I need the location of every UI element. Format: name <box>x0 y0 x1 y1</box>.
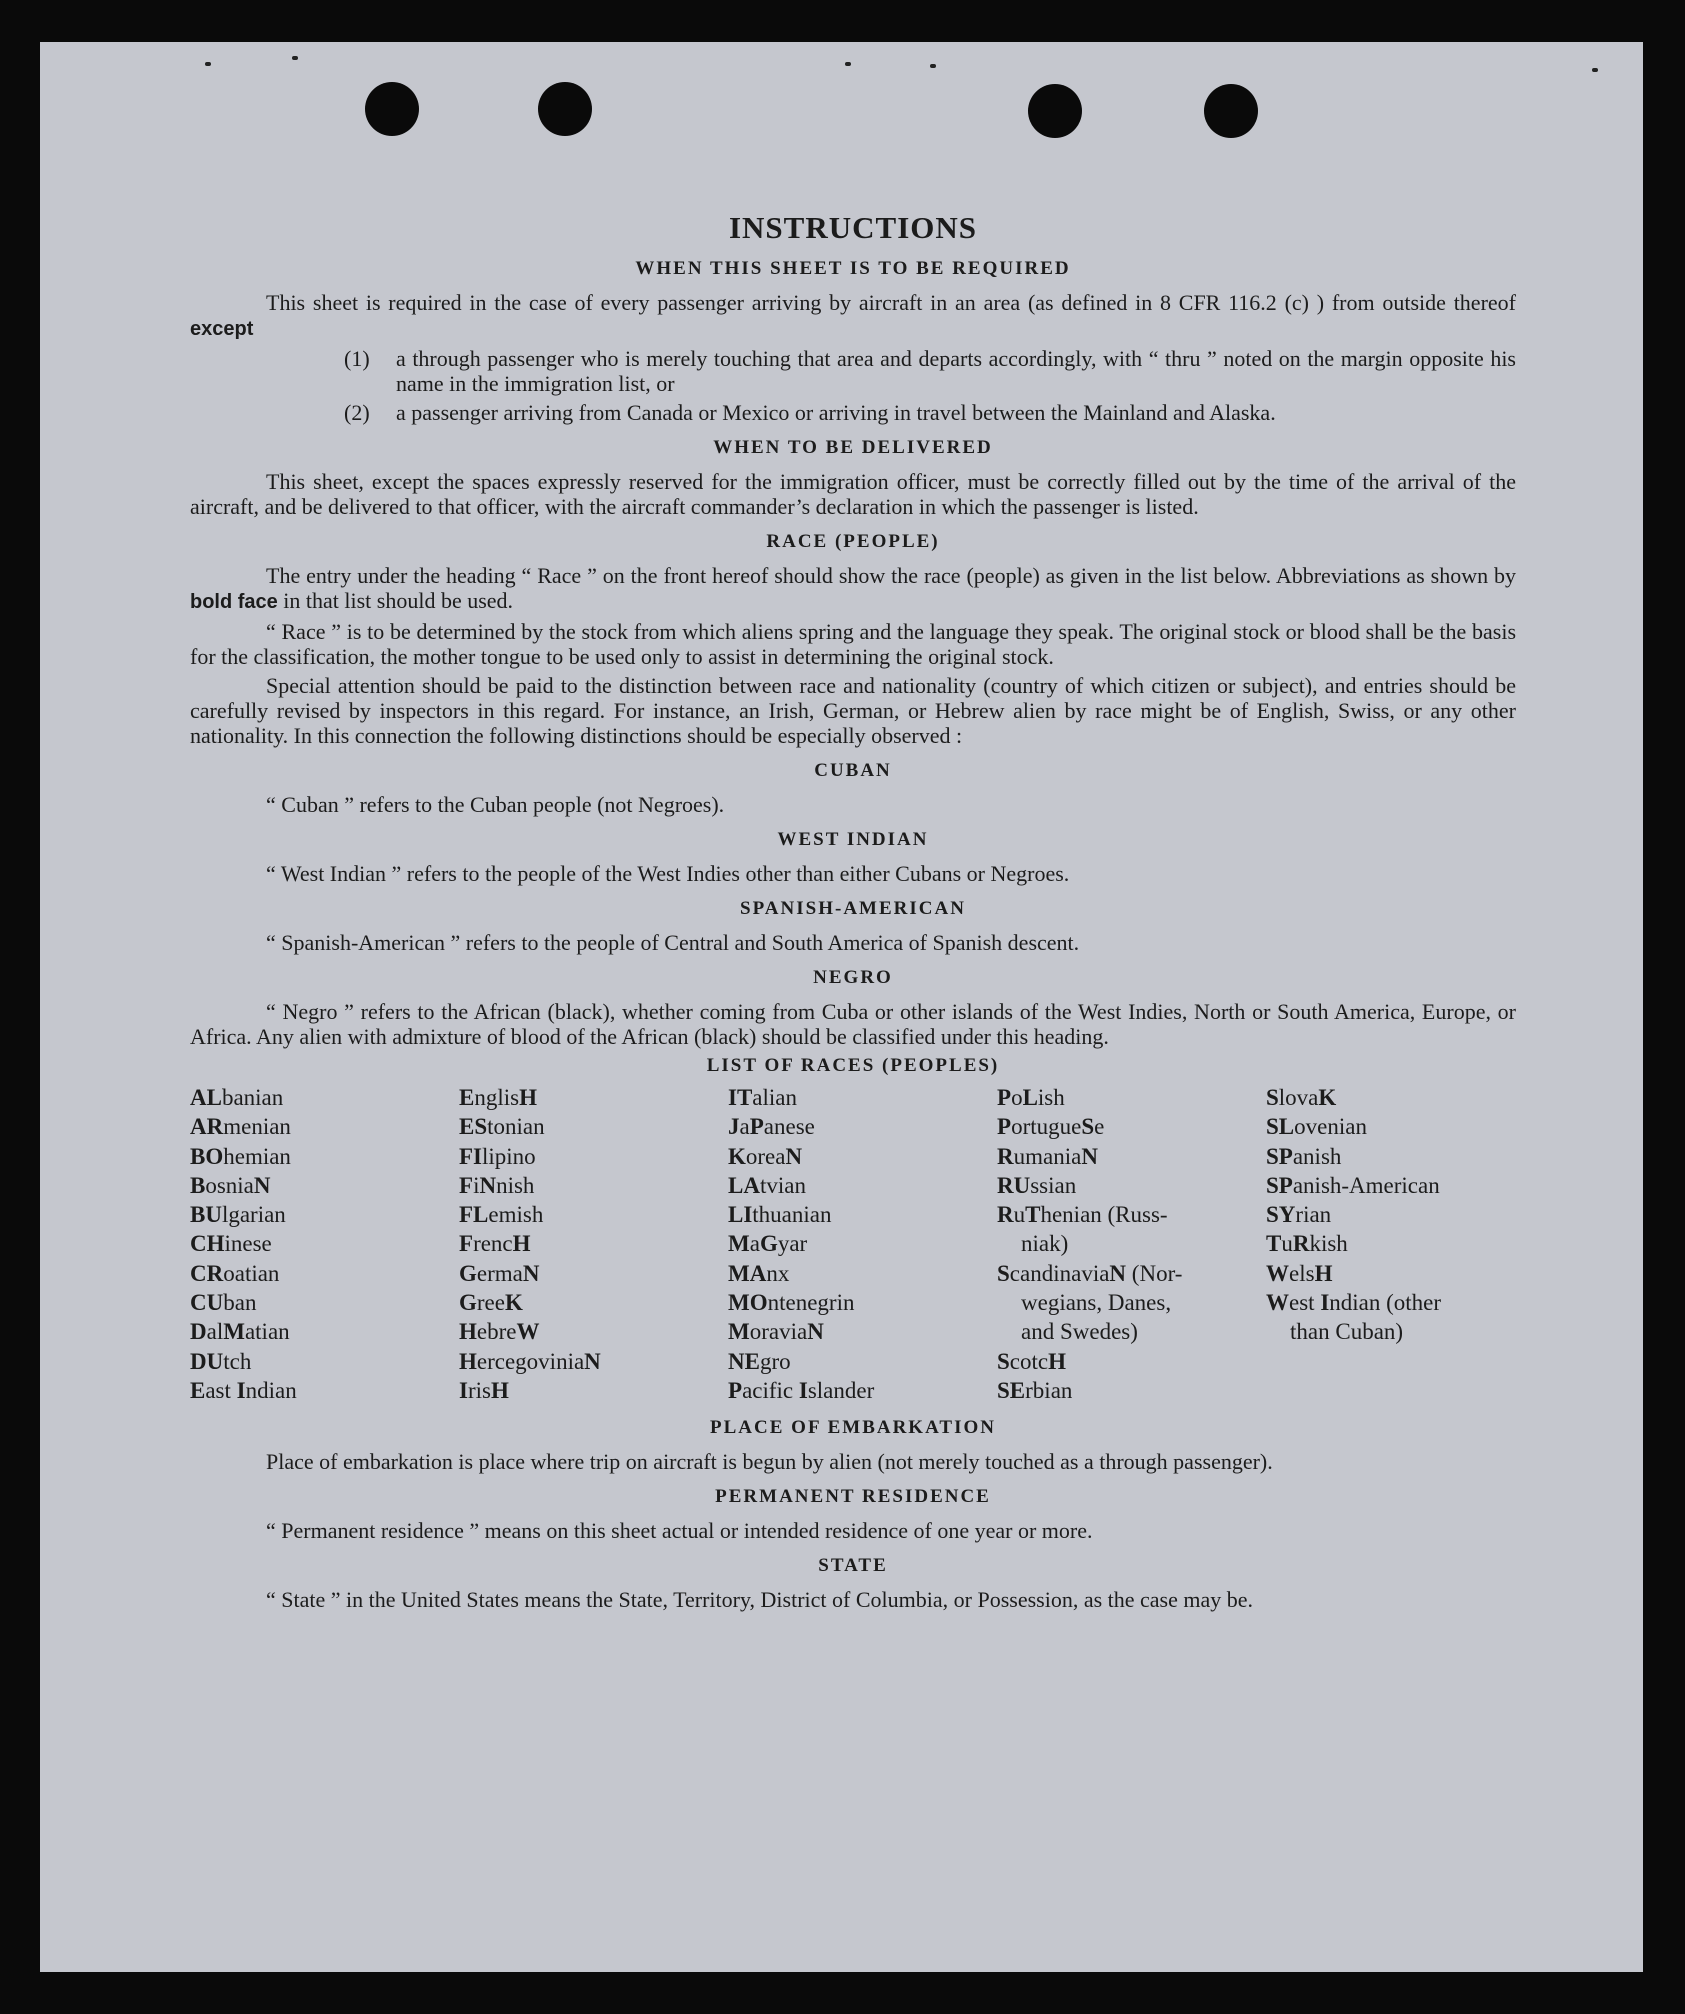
race-entry <box>997 1229 1247 1258</box>
cuban-text: “ Cuban ” refers to the Cuban people (not Negroes). <box>266 792 725 817</box>
race-name-text: cotc <box>1009 1348 1049 1374</box>
negro-text: “ Negro ” refers to the African (black), whether coming from Cuba or other islands of the West Indies, North or South America, Europe, or Africa. Any alien with admixture of blood of the African (black) should be classified under this heading. <box>190 999 1516 1049</box>
race-abbrev-letters: H <box>459 1348 477 1374</box>
race-abbrev-letters: S <box>1266 1085 1279 1110</box>
race-name-text: ssian <box>1030 1172 1077 1198</box>
scan-speck <box>205 62 211 66</box>
race-name-text: ndian <box>245 1377 297 1403</box>
bold-face-keyword: bold face <box>190 591 278 613</box>
race-name-text: rbian <box>1025 1377 1073 1403</box>
race-abbrev-letters: AL <box>190 1085 222 1110</box>
race-entry <box>997 1347 1247 1376</box>
race-abbrev-letters: S <box>997 1260 1010 1286</box>
race-name-text: yar <box>777 1231 808 1257</box>
race-abbrev-letters: SY <box>1266 1202 1296 1228</box>
race-abbrev-letters: K <box>504 1290 523 1316</box>
scan-speck <box>292 56 298 60</box>
race-abbrev-letters: SL <box>1266 1114 1295 1140</box>
race-abbrev-letters: IT <box>728 1085 753 1110</box>
race-abbrev-letters: I <box>459 1377 468 1403</box>
race-abbrev-letters: CU <box>190 1290 224 1316</box>
section-heading-when-delivered: WHEN TO BE DELIVERED <box>713 437 993 458</box>
scan-speck <box>845 62 851 66</box>
race-abbrev-letters: SP <box>1266 1172 1293 1198</box>
residence-text: “ Permanent residence ” means on this sheet actual or intended residence of one year or more. <box>266 1518 1093 1544</box>
race-name-text: gro <box>759 1348 791 1374</box>
race-name-text: henian (Russ- <box>1040 1202 1168 1228</box>
race-abbrev-letters: FL <box>459 1202 489 1228</box>
race-list-column <box>997 1083 1247 1405</box>
section-heading-race: RACE (PEOPLE) <box>766 531 940 552</box>
race-abbrev-letters: I <box>798 1377 808 1403</box>
race-name-text: ndian (other <box>1329 1290 1442 1316</box>
race-entry <box>190 1317 440 1346</box>
punch-hole <box>1204 84 1258 138</box>
race-name-text: hemian <box>223 1143 291 1169</box>
when-required-intro: This sheet is required in the case of every passenger arriving by aircraft in an area (as defined in 8 CFR 116.2 (c) ) from outside thereof except <box>190 290 1516 340</box>
race-name-text: nish <box>496 1172 535 1198</box>
race-name-text: tch <box>223 1348 252 1374</box>
section-heading-state: STATE <box>818 1555 888 1577</box>
race-entry <box>1266 1288 1516 1317</box>
race-name-text: lipino <box>482 1143 536 1169</box>
section-heading-list-of-races: LIST OF RACES (PEOPLES) <box>706 1055 1000 1076</box>
race-abbrev-letters: N <box>807 1319 824 1345</box>
race-name-text: rian <box>1295 1202 1332 1228</box>
race-abbrev-letters: H <box>1314 1260 1333 1286</box>
race-entry <box>728 1083 978 1112</box>
race-name-text: anish-American <box>1292 1172 1440 1198</box>
race-abbrev-letters: G <box>759 1231 778 1257</box>
race-name-text: ebre <box>476 1319 517 1345</box>
race-name-text: a <box>739 1114 750 1140</box>
race-abbrev-letters: LI <box>728 1202 753 1228</box>
race-entry <box>459 1347 709 1376</box>
race-abbrev-letters: LA <box>728 1172 760 1198</box>
race-name-text: and Swedes) <box>1021 1319 1138 1345</box>
race-entry <box>1266 1259 1516 1288</box>
race-abbrev-letters: N <box>479 1172 497 1198</box>
race-abbrev-letters: N <box>522 1260 540 1286</box>
race-abbrev-letters: H <box>1048 1348 1066 1374</box>
race-entry <box>459 1142 709 1171</box>
race-entry <box>997 1288 1247 1317</box>
race-name-text: ortugue <box>1011 1114 1082 1140</box>
race-name-text: alian <box>752 1085 797 1110</box>
race-abbrev-letters: F <box>459 1172 474 1198</box>
race-paragraph-1: The entry under the heading “ Race ” on the front hereof should show the race (people) as given in the list below. Abbreviations as shown by bold face in that list should be used. <box>190 563 1516 613</box>
race-entry <box>728 1200 978 1229</box>
punch-hole <box>1028 84 1082 138</box>
race-name-text: ntenegrin <box>767 1290 855 1316</box>
race-entry <box>190 1229 440 1258</box>
race-entry <box>459 1112 709 1141</box>
state-text: “ State ” in the United States means the State, Territory, District of Columbia, or Possession, as the case may be. <box>266 1587 1254 1613</box>
race-name-text: emish <box>488 1202 544 1228</box>
race-name-text: nx <box>766 1260 790 1286</box>
race-abbrev-letters: N <box>1081 1143 1098 1169</box>
race-abbrev-letters: P <box>728 1377 743 1403</box>
west-indian-text: “ West Indian ” refers to the people of the West Indies other than either Cubans or Negroes. <box>266 861 1070 886</box>
race-name-text: ovenian <box>1294 1114 1367 1140</box>
race-entry <box>190 1171 440 1200</box>
race-name-text: kish <box>1309 1231 1348 1257</box>
race-name-text: tvian <box>759 1172 806 1198</box>
race-abbrev-letters: N <box>1109 1260 1127 1286</box>
race-abbrev-letters: FI <box>459 1143 482 1169</box>
race-entry <box>459 1376 709 1405</box>
race-name-text: osnia <box>205 1172 254 1198</box>
race-name-text: candinavia <box>1009 1260 1110 1286</box>
race-abbrev-letters: P <box>997 1114 1012 1140</box>
race-name-text: lova <box>1278 1085 1319 1110</box>
race-entry <box>728 1142 978 1171</box>
race-abbrev-letters: E <box>459 1085 475 1110</box>
race-abbrev-letters: DU <box>190 1348 224 1374</box>
race-entry <box>1266 1200 1516 1229</box>
race-name-text: e <box>1094 1114 1105 1140</box>
race-entry <box>997 1142 1247 1171</box>
race-abbrev-letters: B <box>190 1172 206 1198</box>
race-entry <box>459 1229 709 1258</box>
race-entry <box>728 1229 978 1258</box>
race-abbrev-letters: S <box>997 1348 1010 1374</box>
race-entry <box>459 1288 709 1317</box>
race-name-text: els <box>1289 1260 1315 1286</box>
race-entry <box>1266 1171 1516 1200</box>
race-entry <box>997 1259 1247 1288</box>
race-abbrev-letters: D <box>190 1319 207 1345</box>
section-heading-embarkation: PLACE OF EMBARKATION <box>710 1417 996 1439</box>
race-name-text: banian <box>221 1085 284 1110</box>
race-name-text: ast <box>205 1377 237 1403</box>
race-abbrev-letters: ES <box>459 1114 488 1140</box>
race-abbrev-letters: H <box>512 1231 531 1257</box>
race-abbrev-letters: L <box>1022 1085 1038 1110</box>
race-abbrev-letters: P <box>997 1085 1012 1110</box>
race-name-text: anese <box>763 1114 815 1140</box>
race-entry <box>728 1112 978 1141</box>
race-name-text: ree <box>476 1290 505 1316</box>
race-entry <box>190 1347 440 1376</box>
race-entry <box>459 1171 709 1200</box>
race-abbrev-letters: T <box>1025 1202 1041 1228</box>
race-abbrev-letters: G <box>459 1260 477 1286</box>
race-entry <box>1266 1112 1516 1141</box>
race-entry <box>190 1288 440 1317</box>
race-entry <box>190 1376 440 1405</box>
race-name-text: ris <box>467 1377 491 1403</box>
document-sheet <box>40 42 1643 1972</box>
race-entry <box>728 1171 978 1200</box>
race-abbrev-letters: RU <box>997 1172 1031 1198</box>
race-abbrev-letters: K <box>1318 1085 1337 1110</box>
race-name-text: a <box>749 1231 760 1257</box>
race-abbrev-letters: E <box>190 1377 206 1403</box>
race-name-text: (Nor- <box>1126 1260 1183 1286</box>
race-name-text: oatian <box>223 1260 280 1286</box>
race-entry <box>1266 1317 1516 1346</box>
race-name-text: nglis <box>474 1085 520 1110</box>
race-list-column <box>459 1083 709 1405</box>
race-abbrev-letters: W <box>1266 1290 1289 1316</box>
race-abbrev-letters: N <box>785 1143 803 1169</box>
race-entry <box>997 1317 1247 1346</box>
race-abbrev-letters: NE <box>728 1348 760 1374</box>
page-title: INSTRUCTIONS <box>728 210 977 245</box>
race-paragraph-2: “ Race ” is to be determined by the stock from which aliens spring and the language they speak. The original stock or blood shall be the basis for the classification, the mother tongue to be used only to assist in determining the original stock. <box>190 619 1516 669</box>
race-name-text: thuanian <box>752 1202 832 1228</box>
race-abbrev-letters: MA <box>728 1260 767 1286</box>
race-entry <box>997 1200 1247 1229</box>
race-name-text: inese <box>224 1231 272 1257</box>
race-entry <box>997 1083 1247 1112</box>
race-abbrev-letters: M <box>728 1319 750 1345</box>
race-entry <box>728 1376 978 1405</box>
race-name-text: than Cuban) <box>1290 1319 1404 1345</box>
except-keyword: except <box>190 318 254 340</box>
race-name-text: ish <box>1037 1085 1065 1110</box>
race-name-text: menian <box>223 1114 291 1140</box>
race-entry <box>728 1259 978 1288</box>
race-name-text: o <box>1011 1085 1023 1110</box>
race-name-text: niak) <box>1021 1231 1069 1257</box>
race-abbrev-letters: I <box>236 1377 246 1403</box>
race-name-text: orea <box>745 1143 786 1169</box>
race-entry <box>459 1200 709 1229</box>
race-name-text: slander <box>807 1377 875 1403</box>
race-entry <box>1266 1142 1516 1171</box>
race-abbrev-letters: H <box>490 1377 509 1403</box>
race-abbrev-letters: MO <box>728 1290 768 1316</box>
race-entry <box>1266 1083 1516 1112</box>
race-name-text: wegians, Danes, <box>1021 1290 1172 1316</box>
race-abbrev-letters: I <box>1320 1290 1330 1316</box>
race-abbrev-letters: R <box>997 1202 1014 1228</box>
race-abbrev-letters: N <box>253 1172 271 1198</box>
race-abbrev-letters: SP <box>1266 1143 1293 1169</box>
race-list-column <box>190 1083 440 1405</box>
race-abbrev-letters: J <box>728 1114 740 1140</box>
spanish-american-text: “ Spanish-American ” refers to the people of Central and South America of Spanish descent. <box>266 930 1080 955</box>
scan-speck <box>1592 68 1598 72</box>
section-heading-cuban: CUBAN <box>814 760 892 781</box>
section-heading-west-indian: WEST INDIAN <box>777 829 929 850</box>
race-name-text: u <box>1013 1202 1026 1228</box>
race-abbrev-letters: SE <box>997 1377 1026 1403</box>
race-entry <box>190 1259 440 1288</box>
race-entry <box>997 1171 1247 1200</box>
race-entry <box>728 1317 978 1346</box>
punch-hole <box>365 82 419 136</box>
race-abbrev-letters: CH <box>190 1231 225 1257</box>
race-name-text: renc <box>473 1231 513 1257</box>
race-list-column <box>728 1083 978 1405</box>
race-entry <box>997 1112 1247 1141</box>
exception-item: (1) a through passenger who is merely touching that area and departs accordingly, with “ thru ” noted on the margin opposite his name in the immigration list, or <box>344 346 1516 396</box>
race-abbrev-letters: N <box>584 1348 601 1374</box>
section-heading-when-required: WHEN THIS SHEET IS TO BE REQUIRED <box>635 258 1071 279</box>
race-abbrev-letters: F <box>459 1231 474 1257</box>
race-entry <box>190 1142 440 1171</box>
race-name-text: umania <box>1013 1143 1082 1169</box>
race-name-text: al <box>206 1319 224 1345</box>
race-name-text: ban <box>223 1290 257 1316</box>
race-name-text: anish <box>1292 1143 1342 1169</box>
exception-item: (2) a passenger arriving from Canada or Mexico or arriving in travel between the Mainland and Alaska. <box>344 400 1276 425</box>
race-abbrev-letters: K <box>728 1143 746 1169</box>
race-entry <box>190 1112 440 1141</box>
race-abbrev-letters: H <box>519 1085 537 1110</box>
race-name-text: oravia <box>749 1319 808 1345</box>
race-entry <box>728 1288 978 1317</box>
race-abbrev-letters: S <box>1081 1114 1095 1140</box>
race-abbrev-letters: H <box>459 1319 477 1345</box>
race-abbrev-letters: BO <box>190 1143 224 1169</box>
race-abbrev-letters: CR <box>190 1260 224 1286</box>
race-abbrev-letters: T <box>1266 1231 1282 1257</box>
race-list-column <box>1266 1083 1516 1405</box>
race-entry <box>997 1376 1247 1405</box>
race-list <box>190 1083 1516 1405</box>
race-name-text: i <box>473 1172 480 1198</box>
race-abbrev-letters: W <box>516 1319 540 1345</box>
race-abbrev-letters: AR <box>190 1114 224 1140</box>
punch-hole <box>538 82 592 136</box>
race-abbrev-letters: M <box>728 1231 750 1257</box>
scan-speck <box>930 64 936 68</box>
section-heading-spanish-american: SPANISH-AMERICAN <box>740 898 966 919</box>
race-abbrev-letters: M <box>223 1319 245 1345</box>
race-name-text: atian <box>244 1319 290 1345</box>
race-abbrev-letters: P <box>749 1114 764 1140</box>
race-entry <box>190 1083 440 1112</box>
race-entry <box>459 1083 709 1112</box>
race-entry <box>459 1259 709 1288</box>
race-abbrev-letters: BU <box>190 1202 222 1228</box>
race-name-text: lgarian <box>221 1202 286 1228</box>
race-name-text: ercegovinia <box>476 1348 585 1374</box>
race-name-text: est <box>1289 1290 1321 1316</box>
race-abbrev-letters: W <box>1266 1260 1289 1286</box>
race-abbrev-letters: R <box>997 1143 1014 1169</box>
race-entry <box>1266 1229 1516 1258</box>
race-name-text: erma <box>476 1260 523 1286</box>
embarkation-text: Place of embarkation is place where trip on aircraft is begun by alien (not merely touched as a through passenger). <box>266 1449 1273 1475</box>
when-delivered-text: This sheet, except the spaces expressly reserved for the immigration officer, must be correctly filled out by the time of the arrival of the aircraft, and be delivered to that officer, with the aircraft commander’s declaration in which the passenger is listed. <box>190 469 1516 519</box>
race-abbrev-letters: G <box>459 1290 477 1316</box>
section-heading-residence: PERMANENT RESIDENCE <box>715 1486 991 1508</box>
race-name-text: acific <box>742 1377 799 1403</box>
instructions-content <box>190 170 1516 1616</box>
race-abbrev-letters: R <box>1292 1231 1310 1257</box>
race-entry <box>190 1200 440 1229</box>
race-entry <box>728 1347 978 1376</box>
section-heading-negro: NEGRO <box>813 967 893 988</box>
race-entry <box>459 1317 709 1346</box>
race-name-text: tonian <box>487 1114 545 1140</box>
race-paragraph-3: Special attention should be paid to the distinction between race and nationality (country of which citizen or subject), and entries should be carefully revised by inspectors in this regard. For instance, an Irish, German, or Hebrew alien by race might be of English, Swiss, or any other nationality. In this connection the following distinctions should be especially observed : <box>190 673 1516 748</box>
race-name-text: u <box>1281 1231 1293 1257</box>
